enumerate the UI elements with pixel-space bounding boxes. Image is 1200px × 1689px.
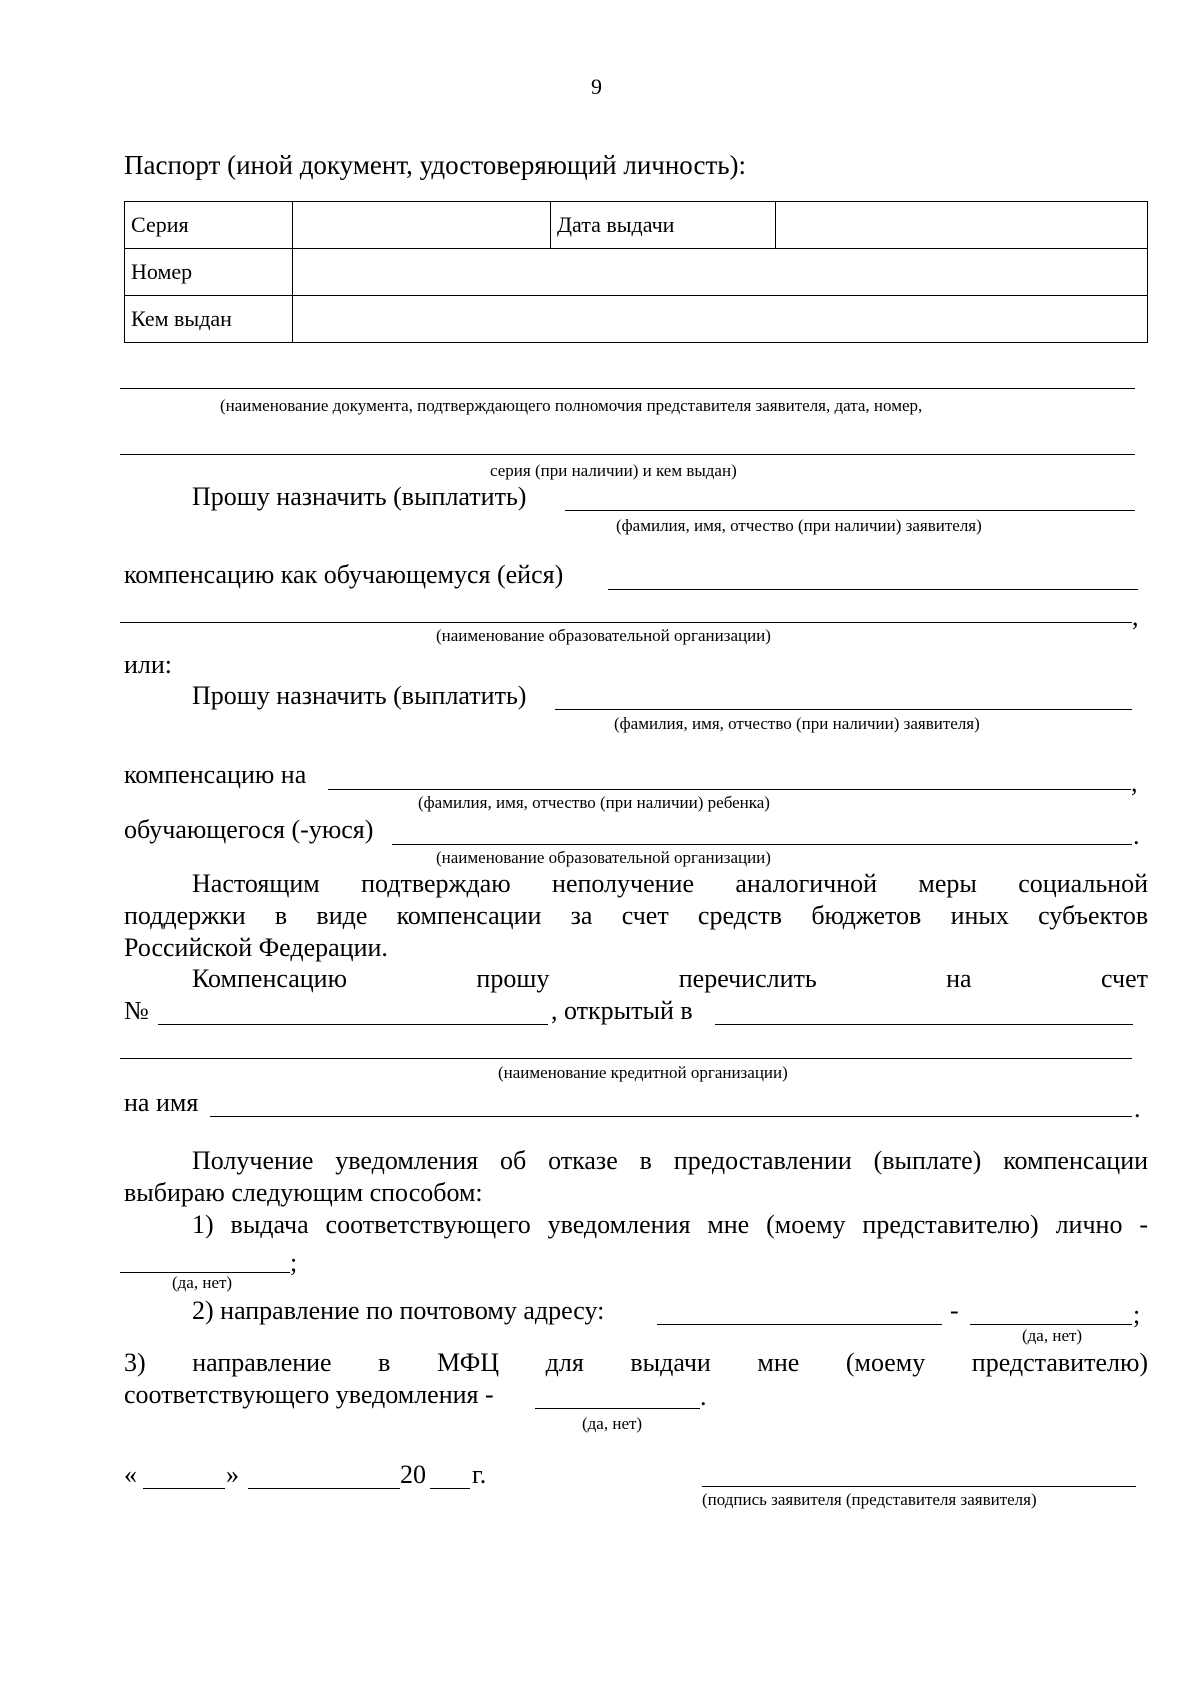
- text-word: уведомления: [335, 1146, 479, 1175]
- option1-request: Прошу назначить (выплатить): [192, 482, 527, 511]
- notify-item-3-caption: (да, нет): [582, 1414, 643, 1433]
- notify-item-1: 1) выдача соответствующего уведомления мне (моему представителю) лично -: [192, 1210, 1148, 1239]
- text-word: бюджетов: [811, 901, 922, 930]
- representative-doc-line-2[interactable]: [120, 454, 1135, 455]
- text-word: компенсации: [1003, 1146, 1149, 1175]
- page-number: 9: [591, 74, 602, 99]
- notify-item-2: 2) направление по почтовому адресу:: [192, 1296, 605, 1325]
- representative-doc-caption-2: серия (при наличии) и кем выдан): [490, 461, 737, 480]
- series-field[interactable]: [293, 202, 551, 249]
- date-month-field[interactable]: [248, 1488, 400, 1489]
- bank-caption: (наименование кредитной организации): [498, 1063, 788, 1082]
- notify-item-3-line-1: [124, 1348, 1148, 1378]
- option2-applicant-caption: (фамилия, имя, отчество (при наличии) заявителя): [614, 714, 980, 733]
- text-word: предоставлении: [673, 1146, 852, 1175]
- option1-applicant-caption: (фамилия, имя, отчество (при наличии) заявителя): [616, 516, 982, 535]
- passport-table: [124, 201, 1148, 343]
- confirm-text-line-2: [124, 901, 1148, 931]
- date-open-quote: «: [124, 1460, 137, 1489]
- notify-item-2-choice-field[interactable]: [970, 1324, 1132, 1325]
- text-word: Компенсацию: [192, 964, 348, 993]
- table-row: [125, 296, 1148, 343]
- notification-line-1: [192, 1146, 1148, 1176]
- text-word: в: [639, 1146, 652, 1175]
- text-word: перечислить: [678, 964, 817, 993]
- signature-field[interactable]: [702, 1486, 1136, 1487]
- option1-as-student: компенсацию как обучающемуся (ейся): [124, 560, 564, 589]
- notify-item-2-end: ;: [1133, 1300, 1141, 1329]
- date-close-quote: »: [226, 1460, 239, 1489]
- notify-item-1-end: ;: [290, 1248, 298, 1277]
- text-word: аналогичной: [735, 869, 878, 898]
- option2-period: .: [1133, 821, 1140, 850]
- option2-compensation-for: компенсацию на: [124, 760, 307, 789]
- text-word: иных: [950, 901, 1009, 930]
- passport-heading: Паспорт (иной документ, удостоверяющий личность):: [124, 150, 747, 180]
- notify-item-3-field[interactable]: [535, 1408, 700, 1409]
- text-word: для: [545, 1348, 584, 1377]
- table-row: [125, 202, 1148, 249]
- option2-request: Прошу назначить (выплатить): [192, 681, 527, 710]
- notify-item-3-end: .: [700, 1382, 707, 1411]
- text-word: виде: [316, 901, 368, 930]
- option2-comma: ,: [1131, 768, 1138, 797]
- notify-item-2-dash: -: [950, 1296, 959, 1325]
- or-label: или:: [124, 650, 173, 679]
- number-label: Номер: [125, 249, 293, 296]
- text-word: в: [274, 901, 288, 930]
- bank-field-2[interactable]: [120, 1058, 1132, 1059]
- notify-item-1-caption: (да, нет): [172, 1273, 233, 1292]
- text-word: Получение: [192, 1146, 314, 1175]
- confirm-text-line-3: Российской Федерации.: [124, 933, 388, 962]
- option1-org-caption: (наименование образовательной организации): [436, 626, 771, 645]
- representative-doc-line-1[interactable]: [120, 388, 1135, 389]
- text-word: (выплате): [873, 1146, 982, 1175]
- text-word: Настоящим: [192, 869, 320, 898]
- text-word: представителю): [971, 1348, 1149, 1377]
- text-word: подтверждаю: [361, 869, 511, 898]
- series-label: Серия: [125, 202, 293, 249]
- text-word: отказе: [548, 1146, 618, 1175]
- confirm-text-line-1: [192, 869, 1148, 899]
- text-word: социальной: [1018, 869, 1149, 898]
- text-word: счет: [1101, 964, 1148, 993]
- text-word: средств: [697, 901, 783, 930]
- signature-caption: (подпись заявителя (представителя заявителя): [702, 1490, 1037, 1509]
- in-name-period: .: [1134, 1094, 1141, 1123]
- option2-org-caption: (наименование образовательной организации): [436, 848, 771, 867]
- text-word: субъектов: [1038, 901, 1149, 930]
- text-word: на: [946, 964, 972, 993]
- number-field[interactable]: [293, 249, 1148, 296]
- text-word: компенсации: [396, 901, 542, 930]
- in-name-label: на имя: [124, 1088, 199, 1117]
- text-word: выдачи: [630, 1348, 711, 1377]
- transfer-line-1: [192, 964, 1148, 994]
- text-word: счет: [621, 901, 669, 930]
- issue-date-label: Дата выдачи: [551, 202, 776, 249]
- text-word: об: [500, 1146, 527, 1175]
- notify-item-2-address-field[interactable]: [657, 1324, 942, 1325]
- notify-item-3-line-2: соответствующего уведомления -: [124, 1380, 494, 1409]
- option2-child-field[interactable]: [328, 789, 1131, 790]
- text-word: мне: [757, 1348, 800, 1377]
- bank-field-1[interactable]: [715, 1024, 1133, 1025]
- issue-date-field[interactable]: [776, 202, 1148, 249]
- text-word: (моему: [845, 1348, 926, 1377]
- notify-item-2-caption: (да, нет): [1022, 1326, 1083, 1345]
- table-row: [125, 249, 1148, 296]
- notification-line-2: выбираю следующим способом:: [124, 1178, 483, 1207]
- in-name-field[interactable]: [210, 1116, 1132, 1117]
- account-number-field[interactable]: [158, 1024, 548, 1025]
- text-word: неполучение: [552, 869, 695, 898]
- text-word: в: [378, 1348, 391, 1377]
- option2-org-field[interactable]: [392, 844, 1132, 845]
- text-word: меры: [918, 869, 977, 898]
- text-word: направление: [192, 1348, 332, 1377]
- date-year-suffix: г.: [472, 1460, 487, 1489]
- text-word: 3): [124, 1348, 146, 1377]
- option1-comma: ,: [1132, 602, 1139, 631]
- text-word: поддержки: [124, 901, 246, 930]
- text-word: за: [570, 901, 593, 930]
- date-year-prefix: 20: [400, 1460, 426, 1489]
- opened-in-label: , открытый в: [551, 996, 693, 1025]
- date-year-field[interactable]: [430, 1488, 470, 1489]
- option1-student-field[interactable]: [608, 589, 1138, 590]
- date-day-field[interactable]: [143, 1488, 225, 1489]
- option1-org-field[interactable]: [120, 622, 1132, 623]
- text-word: прошу: [476, 964, 550, 993]
- issued-by-field[interactable]: [293, 296, 1148, 343]
- option1-applicant-field[interactable]: [565, 510, 1135, 511]
- option2-studying: обучающегося (-уюся): [124, 815, 374, 844]
- representative-doc-caption-1: (наименование документа, подтверждающего полномочия представителя заявителя, дата, номер,: [220, 396, 923, 415]
- number-sign: №: [124, 996, 149, 1025]
- issued-by-label: Кем выдан: [125, 296, 293, 343]
- text-word: МФЦ: [436, 1348, 500, 1377]
- option2-child-caption: (фамилия, имя, отчество (при наличии) ребенка): [418, 793, 770, 812]
- option2-applicant-field[interactable]: [555, 709, 1132, 710]
